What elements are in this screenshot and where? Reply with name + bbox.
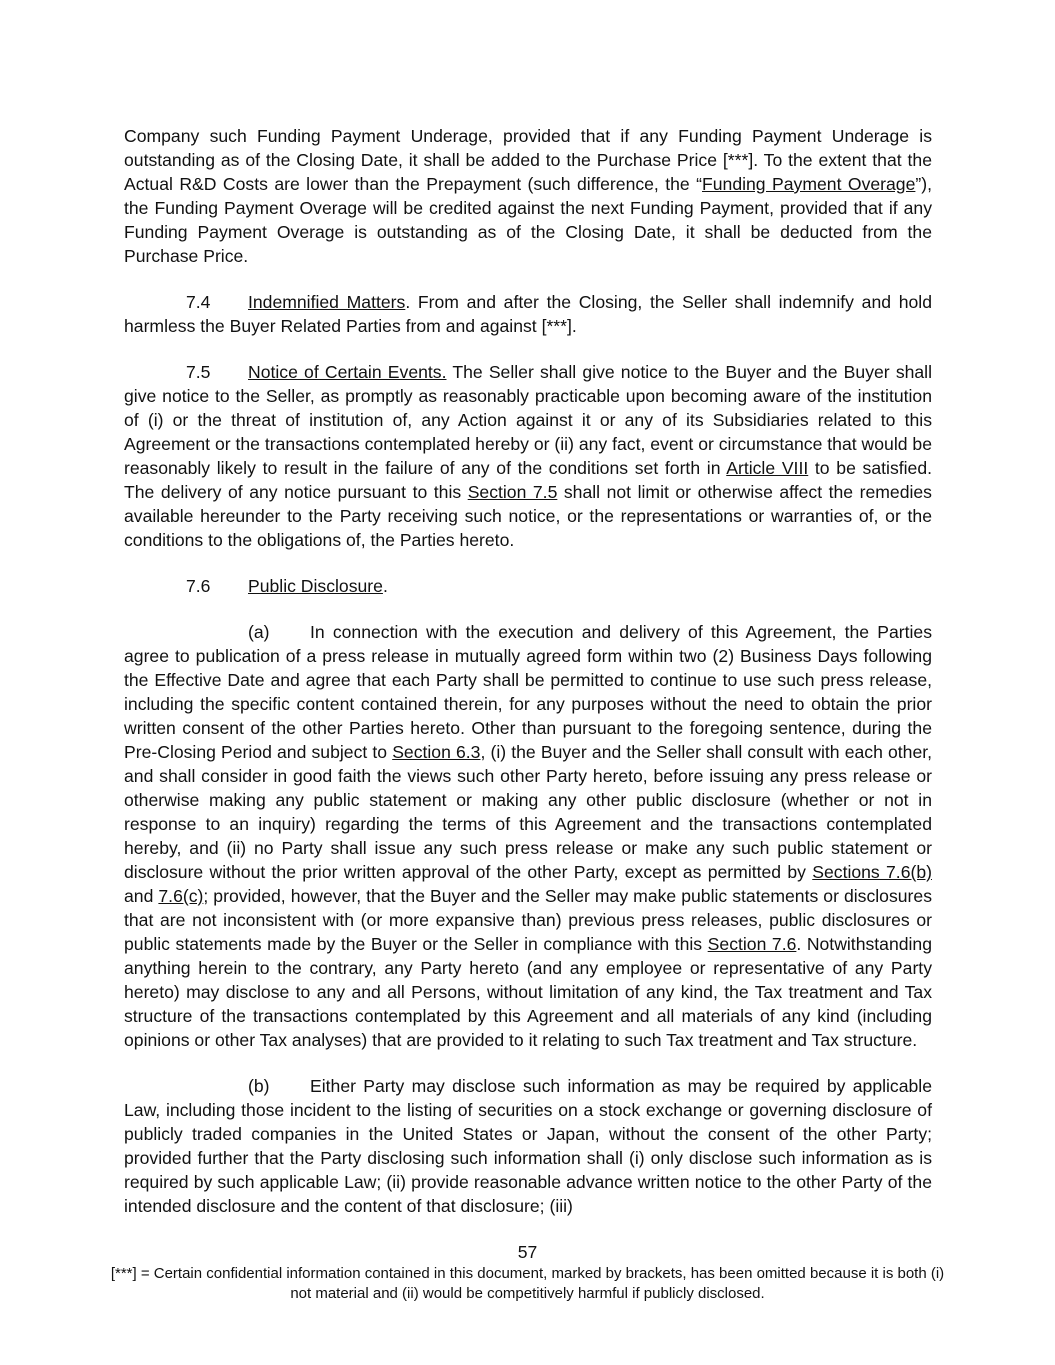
section-heading: Indemnified Matters bbox=[248, 292, 406, 312]
subsection-7-6-b: (b) Either Party may disclose such information as may be required by applicable Law, including those incident to the listing of securities on a stock exchange or governing disclosure of publicly traded companies in the United States or Japan, without the consent of the other Party; provided further that the Party disclosing such information shall (i) only disclose such information as is required by such applicable Law; (ii) provide reasonable advance written notice to the other Party of the intended disclosure and the content of that disclosure; (iii) bbox=[124, 1076, 932, 1216]
cross-reference-7-6-c: 7.6(c) bbox=[158, 886, 204, 906]
section-number: 7.4 bbox=[186, 292, 211, 312]
cross-reference-sections-7-6-b: Sections 7.6(b) bbox=[812, 862, 932, 882]
section-7-4: 7.4 Indemnified Matters. From and after the Closing, the Seller shall indemnify and hold harmless the Buyer Related Parties from and against [***]. bbox=[124, 292, 932, 336]
section-number: 7.5 bbox=[186, 362, 211, 382]
cross-reference-section-6-3: Section 6.3 bbox=[392, 742, 481, 762]
section-number: 7.6 bbox=[186, 576, 211, 596]
cross-reference-article-viii: Article VIII bbox=[726, 458, 809, 478]
page-number: 57 bbox=[517, 1242, 538, 1262]
confidentiality-footnote: [***] = Certain confidential information contained in this document, marked by brackets, has been omitted because it is both (i) not material and (ii) would be competitively harmful if publicly disclosed. bbox=[110, 1265, 945, 1302]
cross-reference-section-7-5: Section 7.5 bbox=[467, 482, 558, 502]
section-7-5: 7.5 Notice of Certain Events. The Seller shall give notice to the Buyer and the Buyer shall give notice to the Seller, as promptly as reasonably practicable upon becoming aware of the institution of (i) or the threat of institution of, any Action against it or any of its Subsidiaries related to this Agreement or the transactions contemplated hereby or (ii) any fact, event or circumstance that would be reasonably likely to result in the failure of any of the conditions set forth in Article VIII to be satisfied. The delivery of any notice pursuant to this Section 7.5 shall not limit or otherwise affect the remedies available hereunder to the Party receiving such notice, or the representations or warranties of, or the conditions to the obligations of, the Parties hereto. bbox=[124, 362, 932, 550]
section-heading: Notice of Certain Events. bbox=[248, 362, 447, 382]
subsection-7-6-a: (a) In connection with the execution and delivery of this Agreement, the Parties agree to publication of a press release in mutually agreed form within two (2) Business Days following the Effective Date and agree that each Party shall be permitted to continue to use such press release, including the specific content contained therein, for any purposes without the need to obtain the prior written consent of the other Parties hereto. Other than pursuant to the foregoing sentence, during the Pre-Closing Period and subject to Section 6.3, (i) the Buyer and the Seller shall consult with each other, and shall consider in good faith the views such other Party hereto, before issuing any press release or otherwise making any public statement or making any other public disclosure (whether or not in response to an inquiry) regarding the terms of this Agreement and the transactions contemplated hereby, and (ii) no Party shall issue any such press release or make any such public statement or disclosure without the prior written approval of the other Party, except as permitted by Sections 7.6(b) and 7.6(c); provided, however, that the Buyer and the Seller may make public statements or disclosures that are not inconsistent with (or more expansive than) previous press releases, public disclosures or public statements made by the Buyer or the Seller in compliance with this Section 7.6. Notwithstanding anything herein to the contrary, any Party hereto (and any employee or representative of any Party hereto) may disclose to any and all Persons, without limitation of any kind, the Tax treatment and Tax structure of the transactions contemplated by this Agreement and all materials of any kind (including opinions or other Tax analyses) that are provided to it relating to such Tax treatment and Tax structure. bbox=[124, 622, 933, 1050]
section-7-6-heading: 7.6 Public Disclosure. bbox=[186, 576, 388, 596]
subsection-label: (a) bbox=[248, 622, 270, 642]
paragraph-funding-payment: Company such Funding Payment Underage, provided that if any Funding Payment Underage is outstanding as of the Closing Date, it shall be added to the Purchase Price [***]. To the extent that the Actual R&D Costs are lower than the Prepayment (such difference, the “Funding Payment Overage”), the Funding Payment Overage will be credited against the next Funding Payment, provided that if any Funding Payment Overage is outstanding as of the Closing Date, it shall be deducted from the Purchase Price. bbox=[124, 126, 932, 266]
defined-term-funding-payment-overage: Funding Payment Overage bbox=[702, 174, 916, 194]
cross-reference-section-7-6: Section 7.6 bbox=[707, 934, 797, 954]
document-page bbox=[124, 124, 932, 1218]
section-heading: Public Disclosure bbox=[248, 576, 383, 596]
subsection-label: (b) bbox=[248, 1076, 270, 1096]
